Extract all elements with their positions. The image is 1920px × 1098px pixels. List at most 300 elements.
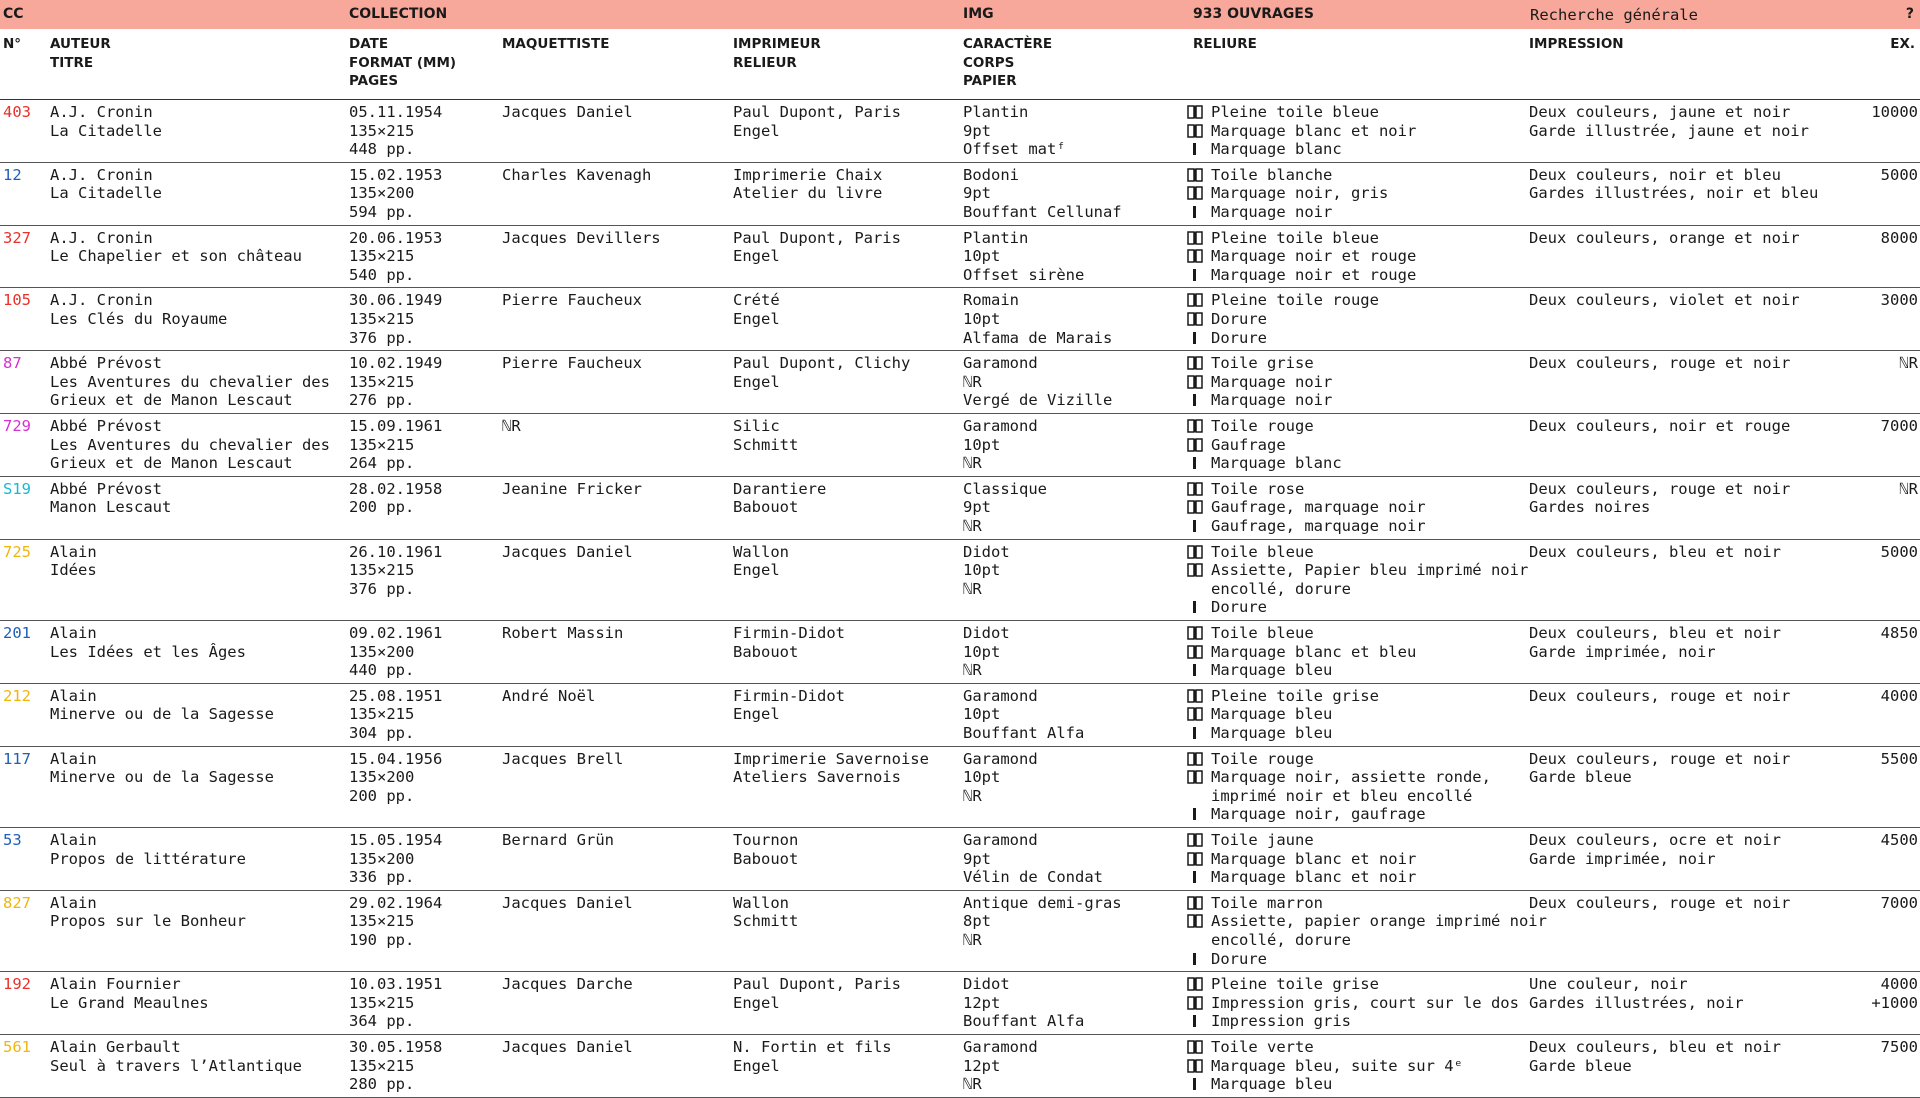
table-row[interactable] (0, 351, 1920, 414)
typeface-line: ℕR (963, 516, 982, 535)
binding-text: Dorure (1211, 598, 1267, 617)
header-label: TITRE (50, 54, 94, 71)
binding-text: Toile rose (1211, 479, 1305, 498)
printing-cell (1529, 624, 1781, 661)
designer-cell (502, 166, 651, 185)
typeface-line: 10pt (963, 705, 1001, 724)
catalog-number[interactable]: 12 (3, 165, 22, 184)
author-title-cell (50, 624, 246, 661)
binding-line (1187, 103, 1416, 122)
printer-binder-cell (733, 543, 789, 580)
catalog-number[interactable]: 327 (3, 228, 31, 247)
binding-line (1187, 310, 1379, 329)
printer-binder-line: Babouot (733, 498, 799, 517)
date-format-line: 448 pp. (349, 140, 415, 159)
printer-binder-line: Silic (733, 416, 780, 435)
typeface-line: ℕR (963, 786, 982, 805)
printer-binder-cell (733, 750, 929, 787)
typeface-line: 9pt (963, 498, 991, 517)
designer-name: Robert Massin (502, 623, 624, 642)
typeface-line: Didot (963, 623, 1010, 642)
typeface-cell (963, 354, 1112, 410)
copies-cell (1871, 103, 1918, 122)
author-title-line: Les Idées et les Âges (50, 642, 246, 661)
designer-name: André Noël (502, 686, 596, 705)
header-typeface-size-paper[interactable] (963, 35, 1052, 91)
binding-line (1187, 498, 1426, 517)
typeface-line: Bouffant Alfa (963, 1012, 1085, 1031)
typeface-cell (963, 103, 1066, 159)
catalog-number[interactable]: 117 (3, 749, 31, 768)
binding-text: Marquage bleu (1211, 705, 1333, 724)
typeface-line: Garamond (963, 416, 1038, 435)
binding-line (1187, 417, 1342, 436)
printing-cell (1529, 480, 1790, 517)
date-format-line: 135×215 (349, 561, 415, 580)
binding-text: Toile verte (1211, 1037, 1314, 1056)
binding-text: Toile marron (1211, 893, 1323, 912)
printer-binder-line: Wallon (733, 893, 789, 912)
binding-cell (1187, 166, 1388, 222)
typeface-line: ℕR (963, 661, 982, 680)
header-binding[interactable] (1193, 35, 1257, 54)
header-number[interactable] (3, 35, 21, 54)
cover-icon (1187, 122, 1205, 141)
binding-line (1187, 1038, 1463, 1057)
author-title-line: Alain (50, 893, 97, 912)
copies-cell (1881, 166, 1918, 185)
date-format-line: 15.02.1953 (349, 165, 443, 184)
printing-line: Garde imprimée, noir (1529, 642, 1716, 661)
printer-binder-line: Engel (733, 993, 780, 1012)
copies-cell (1899, 480, 1918, 499)
typeface-line: Romain (963, 291, 1019, 310)
header-label: N° (3, 36, 22, 52)
designer-cell (502, 543, 633, 562)
binding-text: Toile jaune (1211, 830, 1314, 849)
printing-line: Deux couleurs, bleu et noir (1529, 623, 1781, 642)
table-row[interactable] (0, 1035, 1920, 1098)
author-title-cell (50, 291, 227, 328)
binding-line (1187, 203, 1388, 222)
designer-name: Jacques Devillers (502, 228, 661, 247)
table-row[interactable] (0, 891, 1920, 972)
header-copies[interactable] (1890, 35, 1915, 54)
spine-icon (1187, 1012, 1205, 1031)
designer-cell (502, 354, 642, 373)
binding-text: Marquage noir, assiette ronde, (1211, 768, 1491, 787)
cover-icon (1187, 768, 1205, 787)
binding-line (1187, 1057, 1463, 1076)
designer-name: ℕR (502, 416, 521, 435)
header-printing[interactable] (1529, 35, 1624, 54)
binding-cell (1187, 480, 1426, 536)
catalog-number[interactable]: 729 (3, 416, 31, 435)
binding-text: Toile rouge (1211, 749, 1314, 768)
search-input[interactable] (1530, 4, 1870, 26)
designer-cell (502, 894, 633, 913)
date-format-line: 135×215 (349, 993, 415, 1012)
author-title-cell (50, 480, 171, 517)
author-title-line: Les Aventures du chevalier des (50, 372, 330, 391)
spine-icon (1187, 140, 1205, 159)
table-row[interactable] (0, 288, 1920, 351)
author-title-line: Propos sur le Bonheur (50, 912, 246, 931)
catalog-number[interactable]: S19 (3, 479, 31, 498)
header-label: EX. (1890, 36, 1915, 52)
cover-icon (1187, 850, 1205, 869)
cover-icon (1187, 184, 1205, 203)
designer-name: Jacques Daniel (502, 542, 633, 561)
printer-binder-line: Engel (733, 561, 780, 580)
table-row[interactable] (0, 828, 1920, 891)
binding-text: Gaufrage (1211, 435, 1286, 454)
typeface-cell (963, 750, 1038, 806)
table-row[interactable] (0, 226, 1920, 289)
author-title-cell (50, 975, 209, 1012)
binding-text: Marquage bleu (1211, 661, 1333, 680)
typeface-cell (963, 480, 1047, 536)
typeface-line: Alfama de Marais (963, 328, 1113, 347)
binding-line (1187, 661, 1416, 680)
printer-binder-cell (733, 687, 845, 724)
binding-text: Assiette, Papier bleu imprimé noir (1211, 561, 1529, 580)
binding-line (1187, 768, 1491, 787)
typeface-cell (963, 831, 1103, 887)
cc-link[interactable]: CC (3, 6, 24, 22)
typeface-cell (963, 291, 1112, 347)
header-label: PAPIER (963, 73, 1017, 90)
spine-icon (1187, 598, 1205, 617)
header-label: IMPRIMEUR (733, 36, 821, 52)
table-row[interactable] (0, 100, 1920, 163)
date-format-line: 05.11.1954 (349, 103, 443, 121)
date-format-line: 28.02.1958 (349, 479, 443, 498)
binding-text: Marquage bleu (1211, 1075, 1333, 1094)
binding-text: Marquage blanc et noir (1211, 121, 1417, 140)
typeface-line: ℕR (963, 930, 982, 949)
binding-line (1187, 247, 1416, 266)
header-printer-binder[interactable] (733, 35, 821, 72)
catalog-number[interactable]: 827 (3, 893, 31, 912)
printing-line: Gardes noires (1529, 498, 1651, 517)
author-title-line: Les Clés du Royaume (50, 309, 228, 328)
spine-icon (1187, 1075, 1205, 1094)
book-table (0, 100, 1920, 1098)
typeface-line: Plantin (963, 103, 1029, 121)
binding-line (1187, 454, 1342, 473)
date-format-line: 25.08.1951 (349, 686, 443, 705)
typeface-line: Vergé de Vizille (963, 391, 1113, 410)
binding-line (1187, 166, 1388, 185)
typeface-line: 10pt (963, 768, 1001, 787)
cover-icon (1187, 687, 1205, 706)
date-format-line: 135×215 (349, 1056, 415, 1075)
date-format-line: 10.03.1951 (349, 975, 443, 994)
printing-line: Gardes illustrées, noir et bleu (1529, 184, 1819, 203)
spine-icon (1187, 724, 1205, 743)
binding-line (1187, 687, 1379, 706)
typeface-line: 8pt (963, 912, 991, 931)
binding-text: Marquage noir (1211, 391, 1333, 410)
table-row[interactable] (0, 477, 1920, 540)
binding-text: Marquage bleu (1211, 723, 1333, 742)
author-title-line: Abbé Prévost (50, 354, 162, 373)
printer-binder-cell (733, 229, 901, 266)
date-format-line: 200 pp. (349, 786, 415, 805)
binding-line (1187, 868, 1416, 887)
date-format-line: 135×200 (349, 849, 415, 868)
printer-binder-line: Engel (733, 309, 780, 328)
typeface-line: Garamond (963, 830, 1038, 849)
designer-cell (502, 975, 633, 994)
copies-value: 4850 (1880, 623, 1918, 642)
typeface-line: 9pt (963, 121, 991, 140)
table-row[interactable] (0, 747, 1920, 828)
copies-value: 8000 (1880, 228, 1918, 247)
author-title-line: Les Aventures du chevalier des (50, 435, 330, 454)
designer-cell (502, 229, 661, 248)
binding-text: Pleine toile bleue (1211, 228, 1379, 247)
catalog-number[interactable]: 87 (3, 354, 22, 373)
typeface-line: 9pt (963, 849, 991, 868)
binding-line (1187, 750, 1491, 769)
author-title-line: Abbé Prévost (50, 479, 162, 498)
cover-icon (1187, 561, 1205, 580)
top-bar (0, 0, 1920, 29)
binding-cell (1187, 750, 1491, 824)
author-title-line: A.J. Cronin (50, 291, 153, 310)
cover-icon (1187, 831, 1205, 850)
copies-value: 4500 (1880, 830, 1918, 849)
cover-icon (1187, 624, 1205, 643)
designer-name: Jacques Darche (502, 975, 633, 994)
copies-cell (1871, 975, 1918, 1012)
author-title-line: Alain (50, 623, 97, 642)
author-title-cell (50, 354, 330, 410)
header-label: AUTEUR (50, 36, 111, 52)
header-designer[interactable] (502, 35, 609, 54)
typeface-cell (963, 417, 1038, 473)
typeface-line: Garamond (963, 1037, 1038, 1056)
printing-line: Deux couleurs, orange et noir (1529, 228, 1800, 247)
printer-binder-line: Firmin-Didot (733, 623, 845, 642)
designer-cell (502, 687, 595, 706)
catalog-number[interactable]: 201 (3, 623, 31, 642)
catalog-number[interactable]: 561 (3, 1037, 31, 1056)
binding-text: Marquage bleu, suite sur 4ᵉ (1211, 1056, 1463, 1075)
binding-cell (1187, 975, 1519, 1031)
designer-cell (502, 480, 642, 499)
date-format-line: 10.02.1949 (349, 354, 443, 373)
binding-line (1187, 831, 1416, 850)
spine-icon (1187, 517, 1205, 536)
typeface-line: Offset sirène (963, 265, 1085, 284)
binding-cell (1187, 417, 1342, 473)
author-title-line: Grieux et de Manon Lescaut (50, 454, 293, 473)
table-row[interactable] (0, 684, 1920, 747)
cover-icon (1187, 373, 1205, 392)
copies-cell (1881, 543, 1918, 562)
printer-binder-line: Babouot (733, 642, 799, 661)
typeface-cell (963, 687, 1084, 743)
printing-cell (1529, 975, 1744, 1012)
author-title-cell (50, 894, 246, 931)
catalog-number[interactable]: 53 (3, 830, 22, 849)
printer-binder-cell (733, 291, 780, 328)
table-row[interactable] (0, 540, 1920, 621)
cover-icon (1187, 417, 1205, 436)
author-title-line: Grieux et de Manon Lescaut (50, 391, 293, 410)
spine-icon (1187, 454, 1205, 473)
catalog-number[interactable]: 725 (3, 542, 31, 561)
typeface-cell (963, 543, 1010, 599)
author-title-line: Abbé Prévost (50, 416, 162, 435)
author-title-line: Le Grand Meaulnes (50, 993, 209, 1012)
date-format-line: 376 pp. (349, 328, 415, 347)
binding-line (1187, 229, 1416, 248)
date-format-line: 440 pp. (349, 661, 415, 680)
cover-icon (1187, 912, 1205, 931)
copies-cell (1881, 687, 1918, 706)
printing-cell (1529, 229, 1800, 248)
typeface-line: Bouffant Alfa (963, 723, 1085, 742)
binding-text: Marquage noir (1211, 202, 1333, 221)
header-author-title[interactable] (50, 35, 111, 72)
typeface-line: 10pt (963, 435, 1001, 454)
binding-text: Toile bleue (1211, 542, 1314, 561)
header-date-format-pages[interactable] (349, 35, 456, 91)
typeface-line: Offset matᶠ (963, 140, 1066, 159)
printer-binder-line: Engel (733, 1056, 780, 1075)
printer-binder-cell (733, 624, 845, 661)
printing-line: Une couleur, noir (1529, 975, 1688, 994)
cover-icon (1187, 1038, 1205, 1057)
catalog-number[interactable]: 212 (3, 686, 31, 705)
date-format-line: 30.06.1949 (349, 291, 443, 310)
copies-value: 7500 (1880, 1037, 1918, 1056)
date-format-cell (349, 975, 442, 1031)
designer-name: Jacques Daniel (502, 893, 633, 912)
copies-cell (1881, 417, 1918, 436)
author-title-line: Alain (50, 542, 97, 561)
collection-link[interactable]: COLLECTION (349, 6, 448, 22)
copies-value: 5000 (1880, 542, 1918, 561)
designer-cell (502, 750, 623, 769)
spine-icon (1187, 203, 1205, 222)
date-format-cell (349, 687, 442, 743)
table-row[interactable] (0, 163, 1920, 226)
help-button[interactable]: ? (1905, 6, 1914, 22)
printing-cell (1529, 103, 1809, 140)
copies-value: 10000 (1871, 103, 1918, 121)
date-format-line: 135×200 (349, 768, 415, 787)
printer-binder-line: Firmin-Didot (733, 686, 845, 705)
binding-cell (1187, 687, 1379, 743)
author-title-cell (50, 103, 162, 140)
typeface-cell (963, 1038, 1038, 1094)
catalog-number[interactable]: 105 (3, 291, 31, 310)
printer-binder-line: Paul Dupont, Clichy (733, 354, 911, 373)
typeface-line: 12pt (963, 1056, 1001, 1075)
printer-binder-cell (733, 975, 901, 1012)
img-toggle[interactable]: IMG (963, 6, 994, 22)
designer-name: Jeanine Fricker (502, 479, 642, 498)
typeface-line: Didot (963, 975, 1010, 994)
binding-text: Pleine toile grise (1211, 975, 1379, 994)
header-label: FORMAT (MM) (349, 54, 457, 71)
cover-icon (1187, 229, 1205, 248)
date-format-line: 135×200 (349, 642, 415, 661)
date-format-cell (349, 480, 442, 517)
table-row[interactable] (0, 414, 1920, 477)
catalog-number[interactable]: 403 (3, 103, 31, 121)
author-title-cell (50, 1038, 302, 1075)
date-format-line: 135×215 (349, 435, 415, 454)
author-title-cell (50, 750, 274, 787)
printing-line: Garde illustrée, jaune et noir (1529, 121, 1809, 140)
printing-cell (1529, 687, 1790, 706)
author-title-line: Alain (50, 749, 97, 768)
binding-cell (1187, 354, 1332, 410)
printer-binder-cell (733, 354, 910, 391)
table-row[interactable] (0, 972, 1920, 1035)
copies-cell (1881, 894, 1918, 913)
date-format-line: 15.05.1954 (349, 830, 443, 849)
table-row[interactable] (0, 621, 1920, 684)
printing-line: Deux couleurs, jaune et noir (1529, 103, 1791, 121)
typeface-cell (963, 975, 1084, 1031)
date-format-line: 135×215 (349, 121, 415, 140)
copies-value: ℕR (1899, 354, 1918, 373)
binding-line (1187, 480, 1426, 499)
spine-icon (1187, 950, 1205, 969)
date-format-cell (349, 750, 442, 806)
printing-cell (1529, 417, 1790, 436)
binding-line (1187, 705, 1379, 724)
header-label: RELIEUR (733, 54, 797, 71)
date-format-cell (349, 166, 442, 222)
author-title-line: Seul à travers l’Atlantique (50, 1056, 302, 1075)
binding-text: Pleine toile rouge (1211, 291, 1379, 310)
printer-binder-line: Darantiere (733, 479, 827, 498)
binding-text: Dorure (1211, 949, 1267, 968)
binding-line (1187, 850, 1416, 869)
catalog-number[interactable]: 192 (3, 975, 31, 994)
printing-line: Deux couleurs, rouge et noir (1529, 749, 1791, 768)
copies-value: 4000 (1880, 686, 1918, 705)
designer-cell (502, 831, 614, 850)
typeface-line: Antique demi-gras (963, 893, 1122, 912)
designer-name: Jacques Daniel (502, 1037, 633, 1056)
printer-binder-line: Schmitt (733, 912, 799, 931)
binding-line (1187, 561, 1528, 580)
binding-text: encollé, dorure (1211, 930, 1351, 949)
binding-line (1187, 354, 1332, 373)
printer-binder-line: N. Fortin et fils (733, 1037, 892, 1056)
binding-text: Marquage blanc et noir (1211, 849, 1417, 868)
author-title-cell (50, 417, 330, 473)
cover-icon (1187, 480, 1205, 499)
date-format-line: 280 pp. (349, 1075, 415, 1094)
author-title-line: Idées (50, 561, 97, 580)
printing-cell (1529, 291, 1800, 310)
printing-cell (1529, 831, 1781, 868)
printer-binder-line: Tournon (733, 830, 799, 849)
author-title-line: A.J. Cronin (50, 103, 153, 121)
binding-cell (1187, 229, 1416, 285)
spine-icon (1187, 868, 1205, 887)
